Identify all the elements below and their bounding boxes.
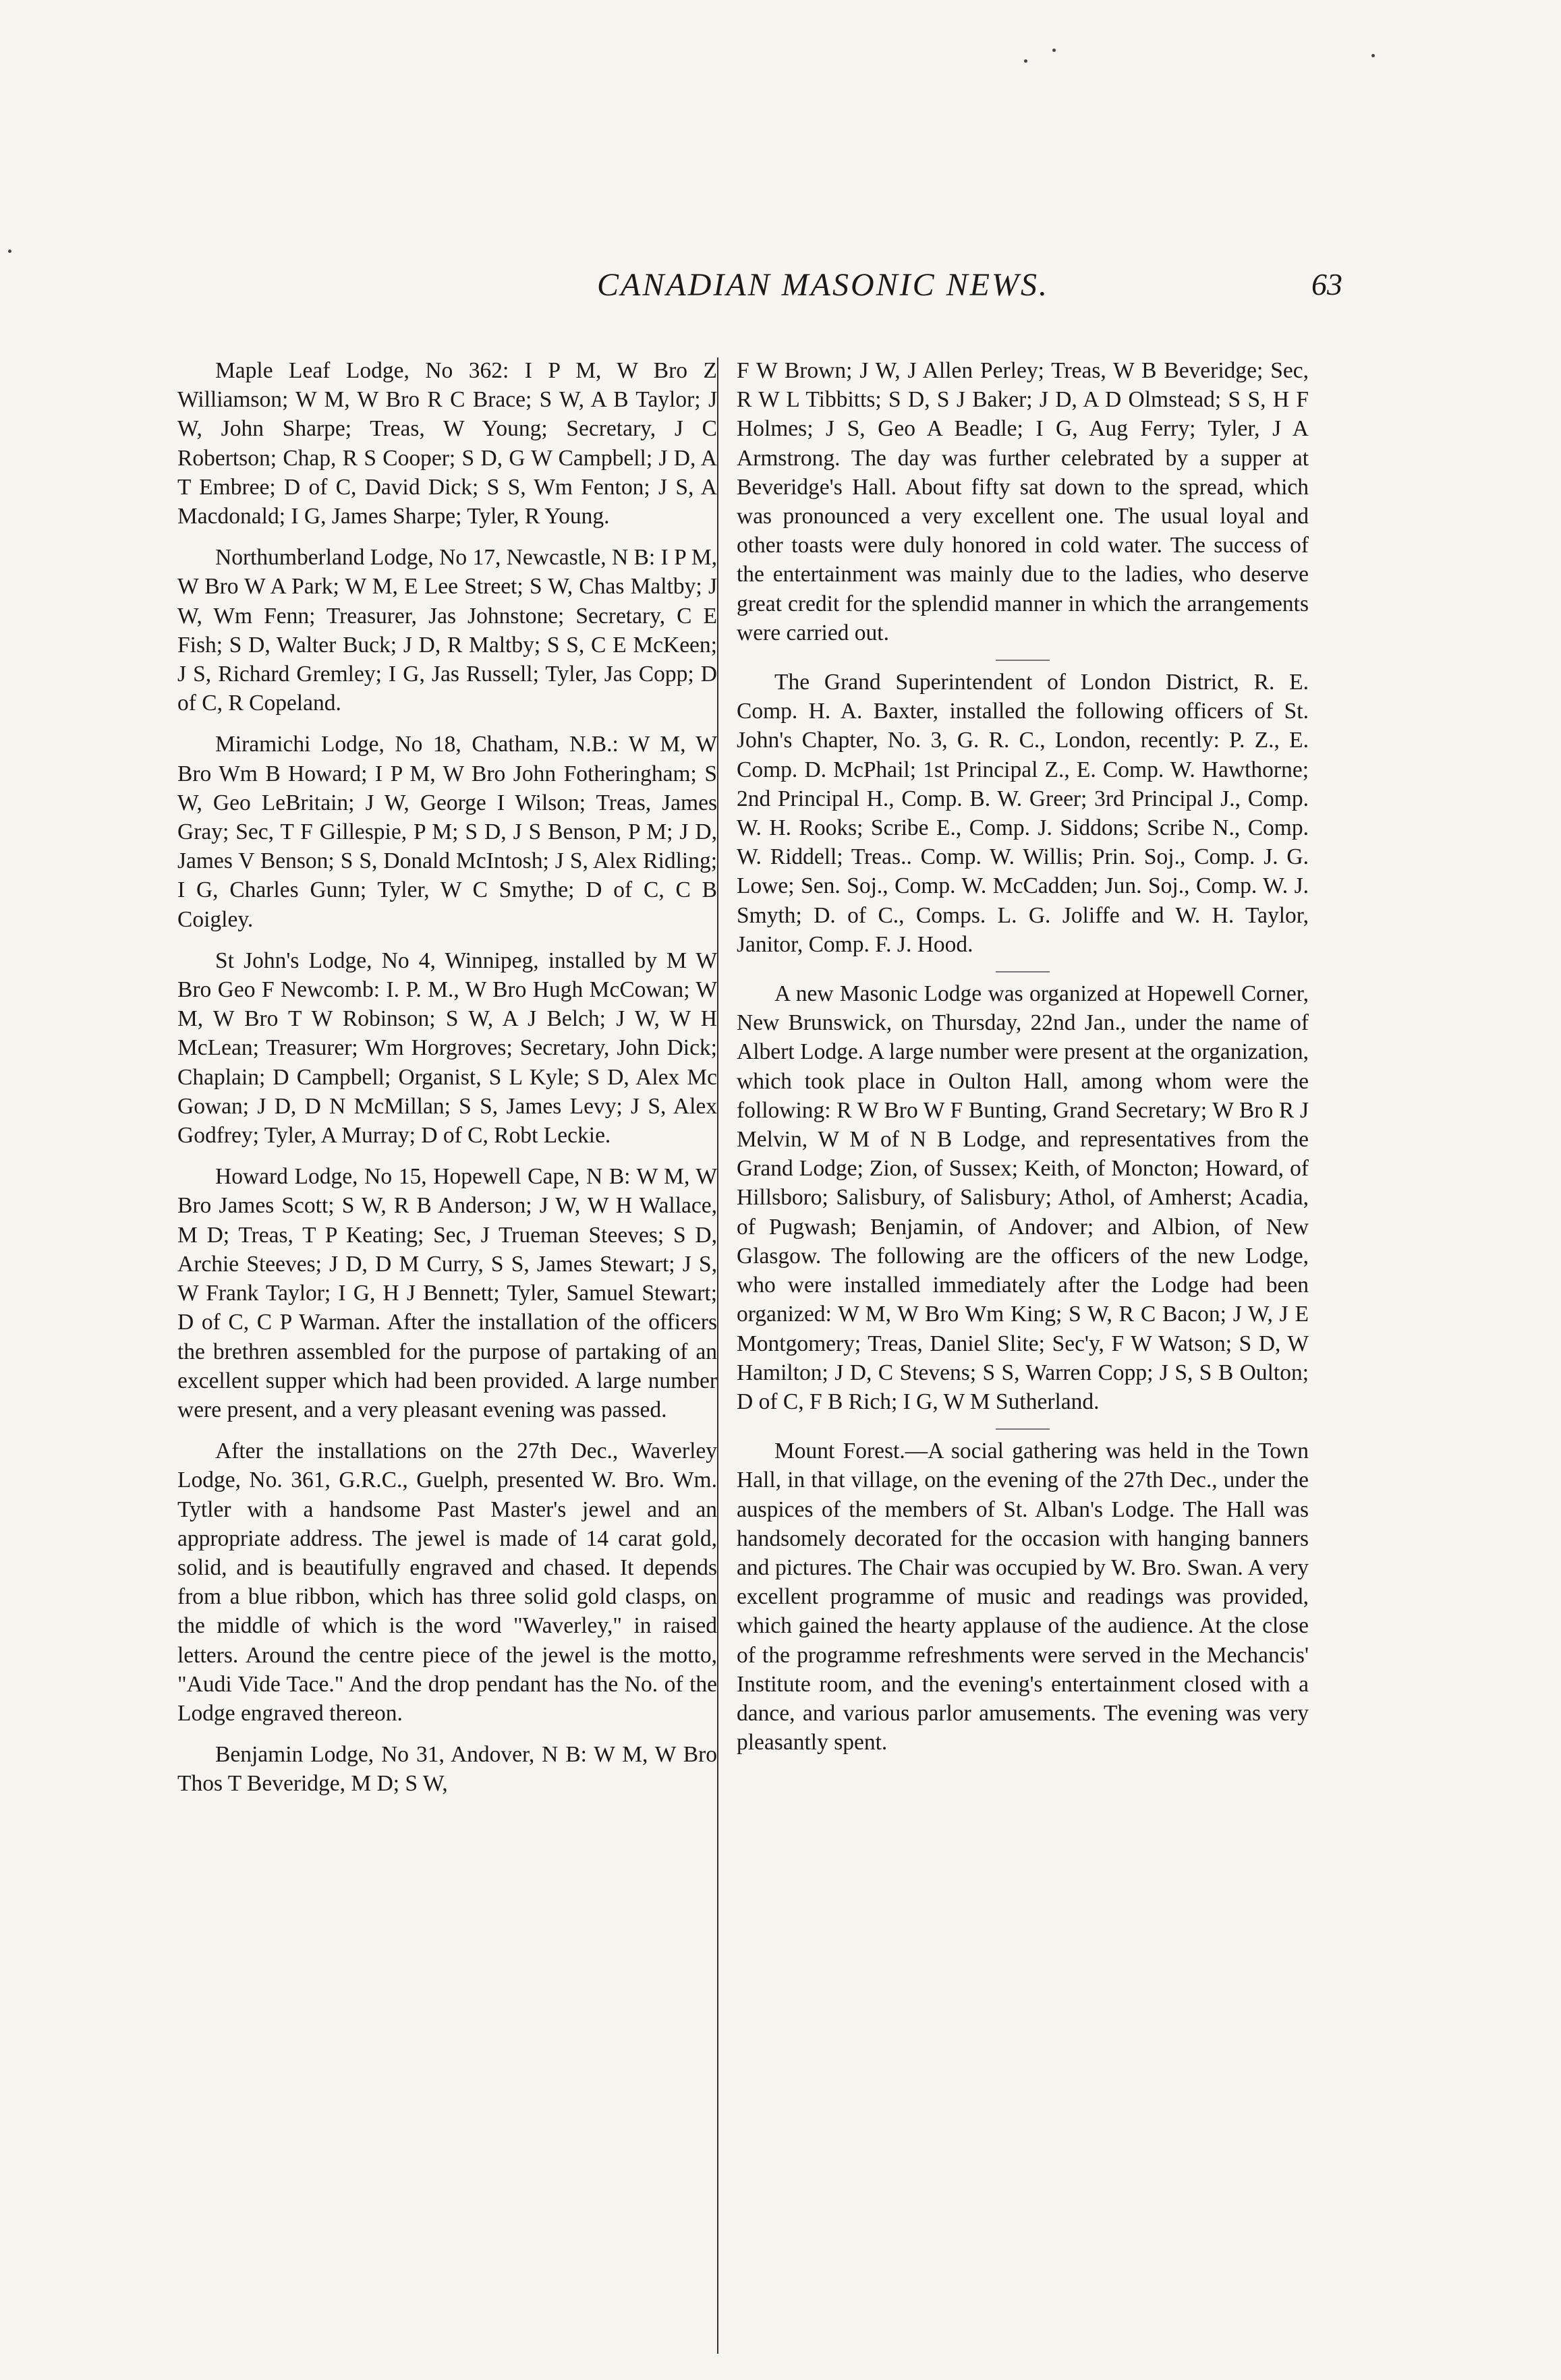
paragraph-mount-forest: Mount Forest.—A social gathering was held in the Town Hall, in that village, on the evening of the 27th Dec., under the auspices of the members of St. Alban's Lodge. The Hall was handsomely decorated for the occasion with hanging banners and pictures. The Chair was occupied by W. Bro. Swan. A very excellent programme of music and readings was provided, which gained the hearty applause of the audience. At the close of the programme refreshments were served in the Mechancis' Institute room, and the evening's entertainment closed with a dance, and various parlor amusements. The evening was very pleasantly spent. (737, 1439, 1309, 1755)
left-column (177, 356, 717, 1811)
section-separator (996, 660, 1050, 661)
paragraph-northumberland-lodge: Northumberland Lodge, No 17, Newcastle, N B: I P M, W Bro W A Park; W M, E Lee Street; S W, Chas Maltby; J W, Wm Fenn; Treasurer, Jas Johnstone; Secretary, C E Fish; S D, Walter Buck; J D, R Maltby; S S, C E McKeen; J S, Richard Gremley; I G, Jas Russell; Tyler, Jas Copp; D of C, R Copeland. (177, 545, 718, 716)
section-separator (996, 971, 1050, 973)
print-speck (1052, 49, 1056, 52)
page-header (351, 266, 1342, 314)
paragraph-howard-lodge: Howard Lodge, No 15, Hopewell Cape, N B: W M, W Bro James Scott; S W, R B Anderson; J W, W H Wallace, M D; Treas, T P Keating; Sec, J Trueman Steeves; S D, Archie Steeves; J D, D M Curry, S S, James Stewart; J S, W Frank Taylor; I G, H J Bennett; Tyler, Samuel Stewart; D of C, C P Warman. After the installation of the officers the brethren assembled for the purpose of partaking of an excellent supper which had been provided. A large number were present, and a very pleasant evening was passed. (177, 1164, 717, 1422)
paragraph-albert-lodge: A new Masonic Lodge was organized at Hopewell Corner, New Brunswick, on Thursday, 22nd Jan., under the name of Albert Lodge. A large number were present at the organization, which took place in Oulton Hall, among whom were the following: R W Bro W F Bunting, Grand Secretary; W Bro R J Melvin, W M of N B Lodge, and representatives from the Grand Lodge; Zion, of Sussex; Keith, of Moncton; Howard, of Hillsboro; Salisbury, of Salisbury; Athol, of Amherst; Acadia, of Pugwash; Benjamin, of Andover; and Albion, of New Glasgow. The following are the officers of the new Lodge, who were installed immediately after the Lodge had been organized: W M, W Bro Wm King; S W, R C Bacon; J W, J E Montgomery; Treas, Daniel Slite; Sec'y, F W Watson; S D, W Hamilton; J D, C Stevens; S S, Warren Copp; J S, S B Oulton; D of C, F B Rich; I G, W M Sutherland. (737, 981, 1309, 1414)
paragraph-st-johns-chapter: The Grand Superintendent of London District, R. E. Comp. H. A. Baxter, installed the following officers of St. John's Chapter, No. 3, G. R. C., London, recently: P. Z., E. Comp. D. McPhail; 1st Principal Z., E. Comp. W. Hawthorne; 2nd Principal H., Comp. B. W. Greer; 3rd Principal J., Comp. W. H. Rooks; Scribe E., Comp. J. Siddons; Scribe N., Comp. W. Riddell; Treas.. Comp. W. Willis; Prin. Soj., Comp. J. G. Lowe; Sen. Soj., Comp. W. McCadden; Jun. Soj., Comp. W. J. Smyth; D. of C., Comps. L. G. Joliffe and W. H. Taylor, Janitor, Comp. F. J. Hood. (737, 670, 1309, 957)
page-number: 63 (1311, 267, 1342, 301)
running-title: CANADIAN MASONIC NEWS. (597, 267, 1049, 303)
paragraph-st-johns-lodge: St John's Lodge, No 4, Winnipeg, installed by M W Bro Geo F Newcomb: I. P. M., W Bro Hugh McCowan; W M, W Bro T W Robinson; S W, A J Belch; J W, W H McLean; Treasurer; Wm Horgroves; Secretary, John Dick; Chaplain; D Campbell; Organist, S L Kyle; S D, Alex Mc Gowan; J D, D N McMillan; S S, James Levy; J S, Alex Godfrey; Tyler, A Murray; D of C, Robt Leckie. (177, 948, 717, 1149)
paragraph-waverley-lodge: After the installations on the 27th Dec., Waverley Lodge, No. 361, G.R.C., Guelph, presented W. Bro. Wm. Tytler with a handsome Past Master's jewel and an appropriate address. The jewel is made of 14 carat gold, solid, and is beautifully engraved and chased. It depends from a blue ribbon, which has three solid gold clasps, on the middle of which is the word "Waverley," in raised letters. Around the centre piece of the jewel is the motto, "Audi Vide Tace." And the drop pendant has the No. of the Lodge engraved thereon. (177, 1439, 717, 1726)
paragraph-miramichi-lodge: Miramichi Lodge, No 18, Chatham, N.B.: W M, W Bro Wm B Howard; I P M, W Bro John Fotheringham; S W, Geo LeBritain; J W, George I Wilson; Treas, James Gray; Sec, T F Gillespie, P M; S D, J S Benson, P M; J D, James V Benson; S S, Donald McIntosh; J S, Alex Ridling; I G, Charles Gunn; Tyler, W C Smythe; D of C, C B Coigley. (177, 732, 717, 932)
section-separator (996, 1428, 1050, 1430)
right-column (737, 356, 1309, 1769)
print-speck (1371, 54, 1375, 57)
print-speck (8, 250, 11, 253)
column-divider (717, 357, 718, 2354)
print-speck (1024, 59, 1027, 63)
paragraph-maple-leaf-lodge: Maple Leaf Lodge, No 362: I P M, W Bro Z Williamson; W M, W Bro R C Brace; S W, A B Taylor; J W, John Sharpe; Treas, W Young; Secretary, J C Robertson; Chap, R S Cooper; S D, G W Campbell; J D, A T Embree; D of C, David Dick; S S, Wm Fenton; J S, A Macdonald; I G, James Sharpe; Tyler, R Young. (177, 358, 717, 529)
paragraph-benjamin-lodge: Benjamin Lodge, No 31, Andover, N B: W M, W Bro Thos T Beveridge, M D; S W, (177, 1742, 717, 1797)
paragraph-benjamin-lodge-continued: F W Brown; J W, J Allen Perley; Treas, W B Beveridge; Sec, R W L Tibbitts; S D, S J Baker; J D, A D Olmstead; S S, H F Holmes; J S, Geo A Beadle; I G, Aug Ferry; Tyler, J A Armstrong. The day was further celebrated by a supper at Beveridge's Hall. About fifty sat down to the spread, which was pronounced a very excellent one. The usual loyal and other toasts were duly honored in cold water. The success of the entertainment was mainly due to the ladies, who deserve great credit for the splendid manner in which the arrangements were carried out. (737, 358, 1309, 645)
